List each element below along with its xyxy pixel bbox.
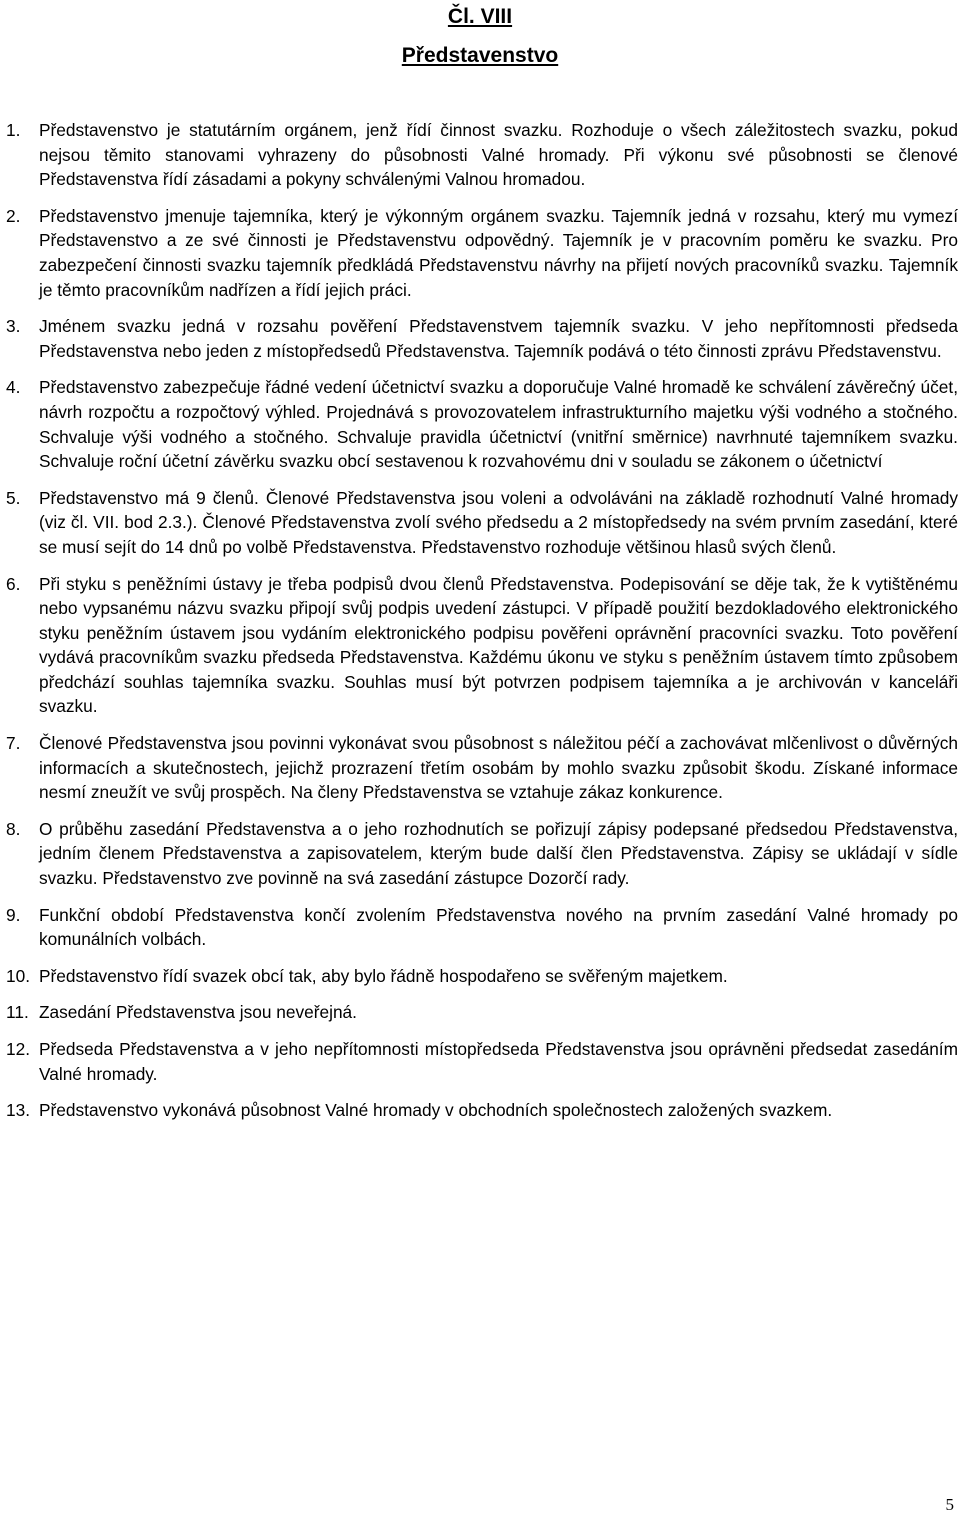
list-item: [6, 964, 958, 989]
item-text: Funkční období Představenstva končí zvolením Představenstva nového na prvním zasedání Valné hromady po komunálních volbách.: [39, 904, 958, 950]
item-number: 8.: [6, 818, 21, 839]
list-item: [6, 204, 958, 302]
numbered-list: [6, 118, 958, 1135]
item-number: 13.: [6, 1100, 31, 1121]
item-text: Představenstvo vykonává působnost Valné hromady v obchodních společnostech založených svazkem.: [39, 1100, 833, 1121]
item-text: Představenstvo jmenuje tajemníka, který je výkonným orgánem svazku. Tajemník jedná v rozsahu, který mu vymezí Představenstvo a ze své činnosti je Představenstvu odpovědný. Tajemník je v pracovním poměru ke svazku. Pro zabezpečení činnosti svazku tajemník předkládá Představenstvu návrhy na přijetí nových pracovníků svazku. Tajemník je těmto pracovníkům nadřízen a řídí jejich práci.: [39, 205, 958, 300]
list-item: [6, 486, 958, 560]
list-item: [6, 817, 958, 891]
item-text: Představenstvo má 9 členů. Členové Představenstva jsou voleni a odvoláváni na základě rozhodnutí Valné hromady (viz čl. VII. bod 2.3.). Členové Představenstva zvolí svého předsedu a 2 místopředsedy na svém prvním zasedání, které se musí sejít do 14 dnů po volbě Představenstva. Představenstvo rozhoduje většinou hlasů svých členů.: [39, 487, 958, 557]
section-title: Představenstvo: [401, 44, 559, 67]
item-text: Jménem svazku jedná v rozsahu pověření Představenstvem tajemník svazku. V jeho nepřítomnosti předseda Představenstva nebo jeden z místopředsedů Představenstva. Tajemník podává o této činnosti zprávu Představenstvu.: [39, 316, 958, 361]
item-number: 2.: [6, 205, 21, 226]
article-heading: Čl. VIII: [447, 5, 513, 28]
item-number: 4.: [6, 377, 21, 398]
item-number: 1.: [6, 120, 21, 140]
list-item: [6, 903, 958, 952]
list-item: [6, 731, 958, 805]
list-item: [6, 314, 958, 363]
item-number: 12.: [6, 1039, 31, 1059]
list-item: [6, 572, 958, 720]
item-text: Členové Představenstva jsou povinni vykonávat svou působnost s náležitou péčí a zachovávat mlčenlivost o důvěrných informacích a skutečnostech, jejichž prozrazení třetím osobám by mohlo svazku způsobit škodu. Získané informace nesmí zneužít ve svůj prospěch. Na členy Představenstva se vztahuje zákaz konkurence.: [39, 733, 958, 803]
item-number: 7.: [6, 733, 21, 754]
list-item: [6, 118, 958, 192]
list-item: [6, 1098, 958, 1123]
item-number: 11.: [6, 1002, 29, 1023]
page-number: 5: [945, 1495, 954, 1514]
item-number: 9.: [6, 904, 21, 925]
item-text: Předseda Představenstva a v jeho nepřítomnosti místopředseda Představenstva jsou oprávněni předsedat zasedáním Valné hromady.: [39, 1039, 958, 1084]
item-text: Při styku s peněžními ústavy je třeba podpisů dvou členů Představenstva. Podepisování se děje tak, že k vytištěnému nebo vypsanému názvu svazku připojí svůj podpis uvedení zástupci. V případě použití bezdokladového elektronického styku peněžním ústavem jsou vydáním elektronického podpisu pověřeni oprávnění pracovníci svazku. Toto pověření vydává pracovníkům svazku předseda Představenstva. Každému úkonu ve styku s peněžním ústavem tímto způsobem předchází souhlas tajemníka svazku. Souhlas musí být potvrzen podpisem tajemníka a je archivován v kanceláři svazku.: [39, 573, 958, 717]
list-item: [6, 375, 958, 473]
list-item: [6, 1037, 958, 1086]
item-number: 10.: [6, 965, 31, 986]
item-text: Představenstvo zabezpečuje řádné vedení účetnictví svazku a doporučuje Valné hromadě ke schválení závěrečný účet, návrh rozpočtu a rozpočtový výhled. Projednává s provozovatelem infrastrukturního majetku výši vodného a stočného. Schvaluje výši vodného a stočného. Schvaluje pravidla účetnictví (vnitřní směrnice) navrhnuté tajemníkem svazku. Schvaluje roční účetní závěrku svazku obcí sestavenou k rozvahovému dni v souladu se zákonem o účetnictví: [39, 377, 958, 472]
item-number: 5.: [6, 487, 21, 508]
list-item: [6, 1000, 958, 1025]
item-text: Zasedání Představenstva jsou neveřejná.: [39, 1002, 357, 1023]
item-number: 3.: [6, 316, 21, 337]
item-text: O průběhu zasedání Představenstva a o jeho rozhodnutích se pořizují zápisy podepsané předsedou Představenstva, jedním členem Představenstva a zapisovatelem, kterým bude další člen Představenstva. Zápisy se ukládají v sídle svazku. Představenstvo zve povinně na svá zasedání zástupce Dozorčí rady.: [39, 818, 958, 889]
item-text: Představenstvo je statutárním orgánem, jenž řídí činnost svazku. Rozhoduje o všech záležitostech svazku, pokud nejsou těmito stanovami vyhrazeny do působnosti Valné hromady. Při výkonu své působnosti se členové Představenstva řídí zásadami a pokyny schválenými Valnou hromadou.: [39, 120, 958, 190]
item-text: Představenstvo řídí svazek obcí tak, aby bylo řádně hospodařeno se svěřeným majetkem.: [39, 965, 728, 986]
item-number: 6.: [6, 573, 21, 594]
